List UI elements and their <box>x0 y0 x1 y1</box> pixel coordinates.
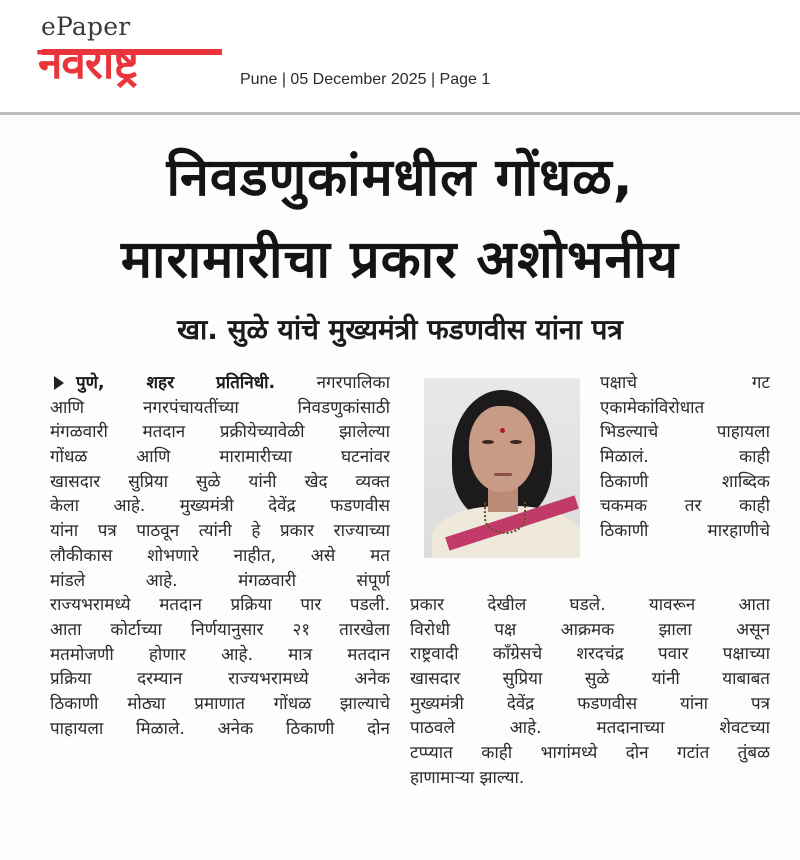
text-line: खासदार सुप्रिया सुळे यांनी खेद व्यक्त <box>50 471 390 492</box>
text-line: राज्यभरामध्ये मतदान प्रक्रिया पार पडली. <box>50 595 390 616</box>
article-column-left <box>50 371 390 741</box>
text-line: मिळालं. काही <box>600 447 770 468</box>
news-article <box>0 115 800 860</box>
text-line: पाहायला मिळाले. अनेक ठिकाणी दोन <box>50 718 390 739</box>
text-line: पक्षाचे गट <box>600 373 770 393</box>
portrait-photo <box>424 378 580 558</box>
text-line: प्रक्रिया दरम्यान राज्यभरामध्ये अनेक <box>50 669 390 690</box>
epaper-header <box>0 0 800 112</box>
headline-line-2: मारामारीचा प्रकार अशोभनीय <box>120 230 680 290</box>
text-line: ठिकाणी मोठ्या प्रमाणात गोंधळ झाल्याचे <box>50 693 390 714</box>
article-column-right-top <box>600 371 770 544</box>
text-line: केला आहे. मुख्यमंत्री देवेंद्र फडणवीस <box>50 496 390 517</box>
text-line: खासदार सुप्रिया सुळे यांनी याबाबत <box>410 669 770 690</box>
text-line: मांडले आहे. मंगळवारी संपूर्ण <box>50 570 390 591</box>
text-line: ठिकाणी मारहाणीचे <box>600 521 770 542</box>
dateline: पुणे, शहर प्रतिनिधी. <box>76 373 276 393</box>
text-line: टप्प्यात काही भागांमध्ये दोन गटांत तुंबळ <box>410 743 770 764</box>
text-fragment: नगरपालिका <box>316 373 390 393</box>
text-line: राष्ट्रवादी काँग्रेसचे शरदचंद्र पवार पक्षाच्या <box>410 644 770 665</box>
text-line: आणि नगरपंचायतींच्या निवडणुकांसाठी <box>50 397 390 418</box>
text-line: ठिकाणी शाब्दिक <box>600 471 770 492</box>
text-line: विरोधी पक्ष आक्रमक झाला असून <box>410 619 770 640</box>
text-line: प्रकार देखील घडले. यावरून आता <box>410 595 770 615</box>
newspaper-logo[interactable]: नवराष्ट्र <box>38 38 138 89</box>
text-line: हाणामाऱ्या झाल्या. <box>410 767 525 788</box>
text-line: आता कोर्टाच्या निर्णयानुसार २१ तारखेला <box>50 619 390 640</box>
text-line: एकामेकांविरोधात <box>600 397 705 418</box>
dateline-arrow-icon <box>54 376 64 390</box>
text-line: पाठवले आहे. मतदानाच्या शेवटच्या <box>410 718 770 739</box>
text-line: मुख्यमंत्री देवेंद्र फडणवीस यांना पत्र <box>410 693 770 714</box>
headline-line-1: निवडणुकांमधील गोंधळ, <box>166 148 634 208</box>
text-line <box>50 371 390 396</box>
text-line: मंगळवारी मतदान प्रक्रीयेच्यावेळी झालेल्या <box>50 422 390 443</box>
subheadline: खा. सुळे यांचे मुख्यमंत्री फडणवीस यांना पत्र <box>177 313 623 346</box>
epaper-label: ePaper <box>41 12 131 41</box>
article-column-right-bottom <box>410 593 770 791</box>
text-line: चकमक तर काही <box>600 496 770 517</box>
text-line: यांना पत्र पाठवून त्यांनी हे प्रकार राज्याच्या <box>50 521 390 542</box>
text-line: लौकीकास शोभणारे नाहीत, असे मत <box>50 545 390 566</box>
text-line: भिडल्याचे पाहायला <box>600 422 770 443</box>
text-line: मतमोजणी होणार आहे. मात्र मतदान <box>50 644 390 665</box>
text-line: गोंधळ आणि मारामारीच्या घटनांवर <box>50 447 390 468</box>
edition-info: Pune | 05 December 2025 | Page 1 <box>240 71 491 88</box>
